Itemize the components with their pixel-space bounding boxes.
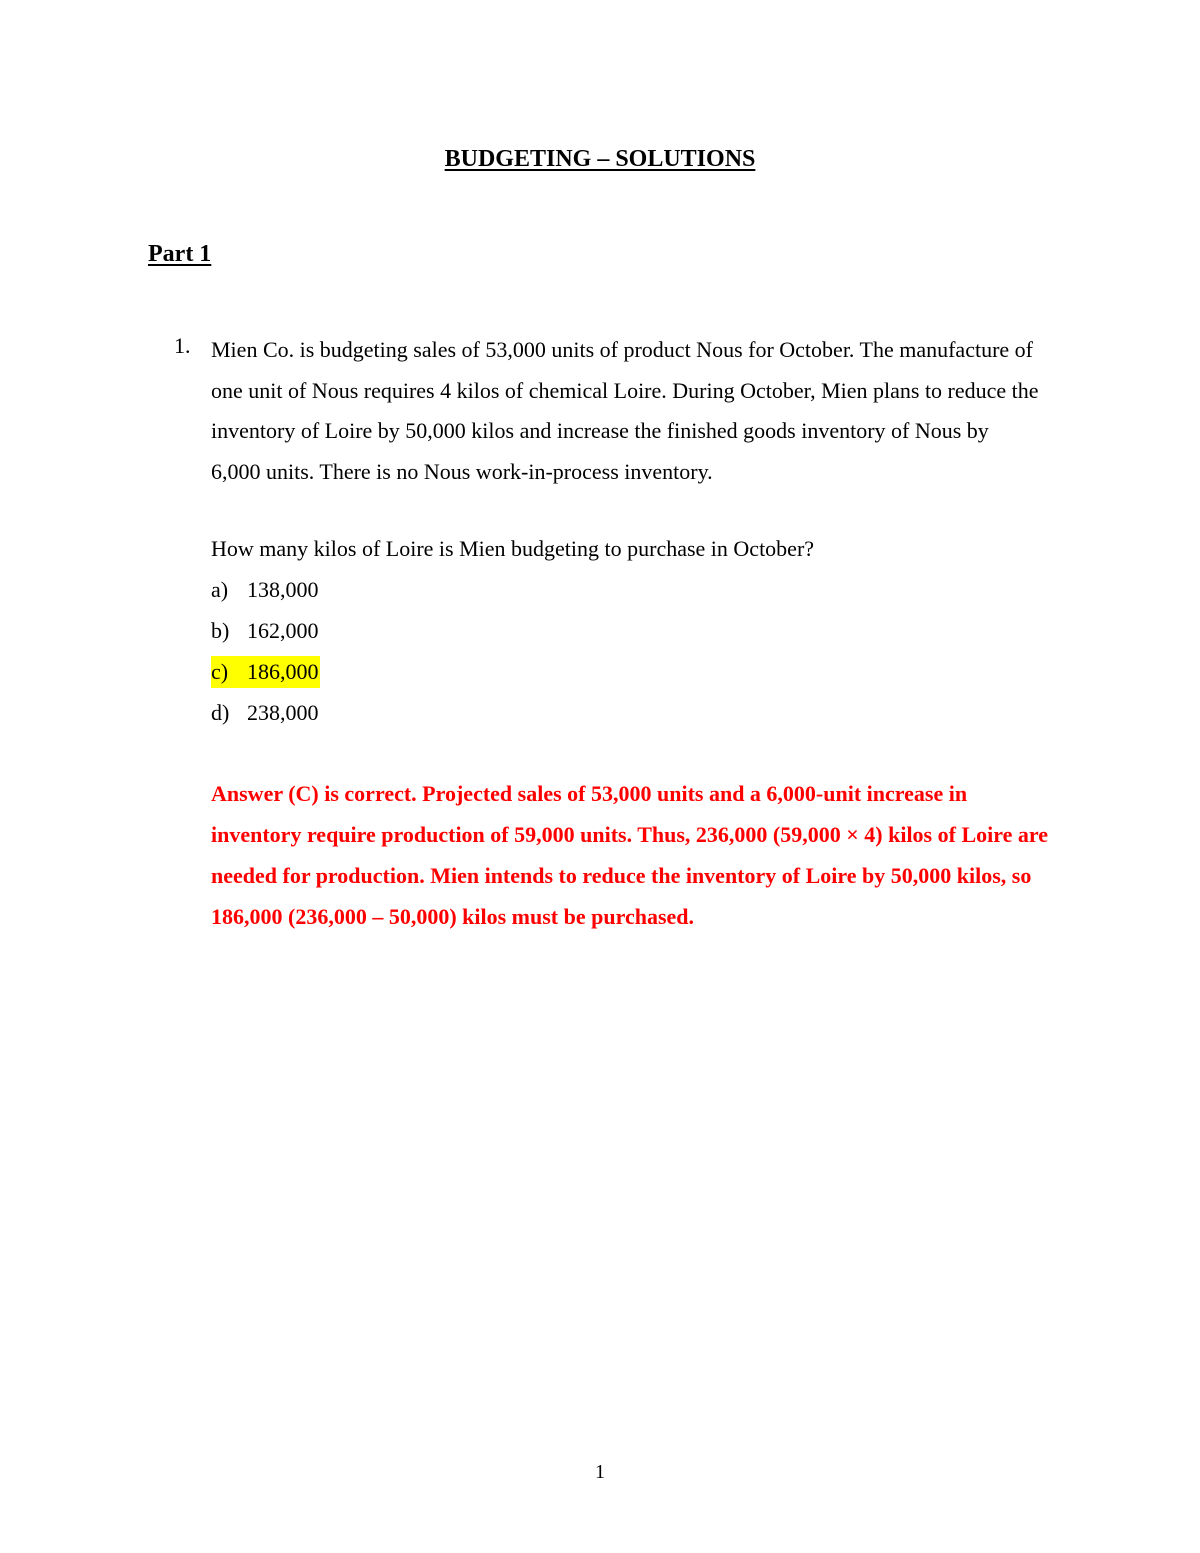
option-d-content: [211, 697, 320, 729]
option-c: [211, 656, 320, 697]
option-c-content: [211, 656, 320, 688]
question-prompt: How many kilos of Loire is Mien budgeting to purchase in October?: [211, 536, 815, 561]
option-a: [211, 574, 320, 615]
page-number: 1: [595, 1461, 605, 1483]
option-b-content: [211, 615, 320, 647]
option-c-letter: c): [211, 659, 229, 684]
option-a-letter: a): [211, 577, 229, 602]
answer-options: [211, 574, 320, 738]
option-d-letter: d): [211, 700, 230, 725]
question-number: 1.: [174, 333, 191, 358]
option-b-value: 162,000: [247, 618, 319, 643]
option-d: [211, 697, 320, 738]
option-a-value: 138,000: [247, 577, 319, 602]
option-c-value: 186,000: [247, 659, 319, 684]
question-stem: Mien Co. is budgeting sales of 53,000 units of product Nous for October. The manufacture of one unit of Nous requires 4 kilos of chemical Loire. During October, Mien plans to reduce the inventory of Loire by 50,000 kilos and increase the finished goods inventory of Nous by 6,000 units. There is no Nous work-in-process inventory.: [211, 337, 1039, 485]
answer-explanation: Answer (C) is correct. Projected sales of 53,000 units and a 6,000-unit increase in inventory require production of 59,000 units. Thus, 236,000 (59,000 × 4) kilos of Loire are needed for production. Mien intends to reduce the inventory of Loire by 50,000 kilos, so 186,000 (236,000 – 50,000) kilos must be purchased.: [211, 781, 1048, 929]
option-b: [211, 615, 320, 656]
option-b-letter: b): [211, 618, 230, 643]
part-heading: Part 1: [148, 241, 212, 267]
option-d-value: 238,000: [247, 700, 319, 725]
option-a-content: [211, 574, 320, 606]
page-title: BUDGETING – SOLUTIONS: [444, 146, 756, 172]
